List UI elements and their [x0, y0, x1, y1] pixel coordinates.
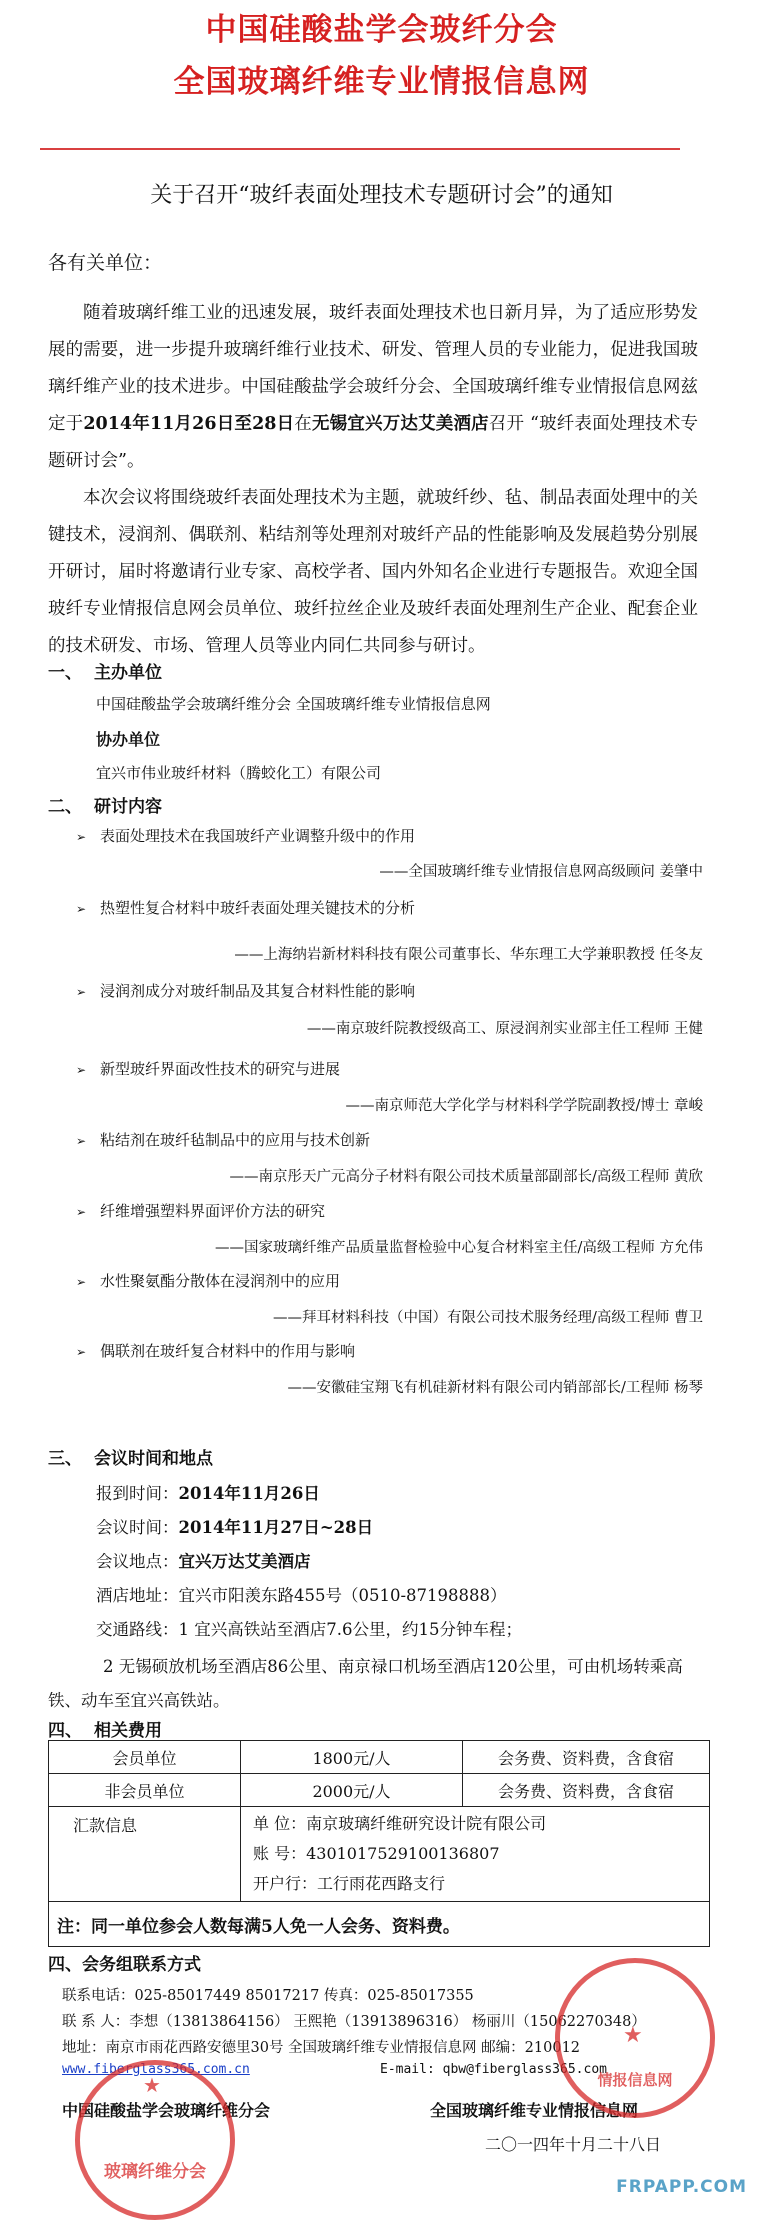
remit-account: 账 号：4301017529100136807 — [253, 1844, 500, 1863]
fees-table — [48, 1740, 710, 1947]
seal-left-stamp — [75, 2060, 235, 2220]
seal-star-icon: ★ — [623, 2023, 643, 2048]
frpapp-watermark: FRPAPP.COM — [616, 2177, 747, 2197]
fee-note: 会务费、资料费，含食宿 — [463, 1774, 710, 1807]
bullet-arrow-icon: ➢ — [76, 830, 87, 844]
topic-item: ➢ 新型玻纤界面改性技术的研究与进展 — [76, 1060, 341, 1078]
table-row — [49, 1774, 710, 1807]
bullet-arrow-icon: ➢ — [76, 985, 87, 999]
meeting-venue: 会议地点：宜兴万达艾美酒店 — [96, 1552, 311, 1571]
co-organizer: 宜兴市伟业玻纤材料（腾蛟化工）有限公司 — [96, 764, 382, 782]
bullet-arrow-icon: ➢ — [76, 1134, 87, 1148]
seal-right-stamp — [555, 1958, 715, 2118]
topic-item: ➢ 纤维增强塑料界面评价方法的研究 — [76, 1202, 326, 1220]
header-divider — [40, 148, 680, 150]
bullet-arrow-icon: ➢ — [76, 1345, 87, 1359]
remit-label: 汇款信息 — [49, 1807, 241, 1902]
bullet-arrow-icon: ➢ — [76, 902, 87, 916]
topic-speaker: ——全国玻璃纤维专业情报信息网高级顾问 姜肇中 — [379, 864, 703, 880]
website-link[interactable]: www.fiberglass365.com.cn — [62, 2062, 250, 2077]
route-2: 2 无锡硕放机场至酒店86公里、南京禄口机场至酒店120公里，可由机场转乘高铁、动车至宜兴高铁站。 — [48, 1657, 683, 1710]
table-row — [49, 1902, 710, 1947]
bullet-arrow-icon: ➢ — [76, 1275, 87, 1289]
contact-address: 地址：南京市雨花西路安德里30号 全国玻璃纤维专业情报信息网 邮编：210012 — [62, 2040, 581, 2056]
topic-speaker: ——国家玻璃纤维产品质量监督检验中心复合材料室主任/高级工程师 方允伟 — [215, 1240, 703, 1256]
contact-phone: 联系电话：025-85017449 85017217 传真：025-85017355 — [62, 1988, 474, 2004]
intro-paragraph-1: 随着玻璃纤维工业的迅速发展，玻纤表面处理技术也日新月异，为了适应形势发展的需要，进一步提升玻璃纤维行业技术、研发、管理人员的专业能力，促进我国玻璃纤维产业的技术进步。中国硅酸盐学会玻纤分会、全国玻璃纤维专业情报信息网兹定于2014年11月26日至28日在无锡宜兴万达艾美酒店召开 “玻纤表面处理技术专题研讨会”。 — [48, 303, 699, 471]
remit-info — [241, 1807, 710, 1902]
contact-people: 联 系 人：李想（13813864156） 王熙艳（13913896316） 杨丽川（15062270348） — [62, 2014, 646, 2030]
remit-unit: 单 位：南京玻璃纤维研究设计院有限公司 — [253, 1814, 547, 1833]
checkin-time: 报到时间：2014年11月26日 — [96, 1484, 320, 1503]
salutation: 各有关单位： — [48, 252, 163, 274]
topic-item: ➢ 热塑性复合材料中玻纤表面处理关键技术的分析 — [76, 899, 416, 917]
topic-item: ➢ 水性聚氨酯分散体在浸润剂中的应用 — [76, 1272, 341, 1290]
org-title-line2: 全国玻璃纤维专业情报信息网 — [173, 64, 590, 100]
fee-amount: 1800元/人 — [241, 1741, 463, 1774]
topic-item: ➢ 浸润剂成分对玻纤制品及其复合材料性能的影响 — [76, 982, 416, 1000]
topic-speaker: ——安徽硅宝翔飞有机硅新材料有限公司内销部部长/工程师 杨琴 — [287, 1380, 703, 1396]
section-topics-heading: 二、 研讨内容 — [48, 797, 162, 817]
notice-title: 关于召开“玻纤表面处理技术专题研讨会”的通知 — [150, 183, 613, 208]
seal-right-text: 情报信息网 — [597, 2071, 673, 2089]
fee-note: 会务费、资料费，含食宿 — [463, 1741, 710, 1774]
signature-left: 中国硅酸盐学会玻璃纤维分会 — [62, 2101, 271, 2120]
signature-date: 二〇一四年十月二十八日 — [485, 2135, 662, 2154]
topic-speaker: ——南京彤天广元高分子材料有限公司技术质量部副部长/高级工程师 黄欣 — [229, 1169, 703, 1185]
topic-item: ➢ 粘结剂在玻纤毡制品中的应用与技术创新 — [76, 1131, 371, 1149]
table-row — [49, 1807, 710, 1902]
meeting-time: 会议时间：2014年11月27日~28日 — [96, 1518, 374, 1537]
fee-note-waiver: 注：同一单位参会人数每满5人免一人会务、资料费。 — [49, 1902, 710, 1947]
intro-paragraph-2: 本次会议将围绕玻纤表面处理技术为主题，就玻纤纱、毡、制品表面处理中的关键技术，浸润剂、偶联剂、粘结剂等处理剂对玻纤产品的性能影响及发展趋势分别展开研讨，届时将邀请行业专家、高校学者、国内外知名企业进行专题报告。欢迎全国玻纤专业情报信息网会员单位、玻纤拉丝企业及玻纤表面处理剂生产企业、配套企业的技术研发、市场、管理人员等业内同仁共同参与研讨。 — [48, 488, 698, 656]
topic-speaker: ——拜耳材料科技（中国）有限公司技术服务经理/高级工程师 曹卫 — [273, 1310, 703, 1326]
topic-speaker: ——南京玻纤院教授级高工、原浸润剂实业部主任工程师 王健 — [306, 1021, 703, 1037]
remit-bank: 开户行：工行雨花西路支行 — [253, 1874, 446, 1893]
host-organizations: 中国硅酸盐学会玻璃纤维分会 全国玻璃纤维专业情报信息网 — [96, 695, 491, 713]
fee-amount: 2000元/人 — [241, 1774, 463, 1807]
co-organizer-heading: 协办单位 — [96, 730, 161, 749]
section-contact-heading: 四、会务组联系方式 — [48, 1955, 201, 1975]
seal-star-icon: ★ — [143, 2073, 161, 2097]
hotel-address: 酒店地址：宜兴市阳羡东路455号（0510-87198888） — [96, 1586, 507, 1605]
section-fees-heading: 四、 相关费用 — [48, 1721, 162, 1741]
topic-speaker: ——上海纳岩新材料科技有限公司董事长、华东理工大学兼职教授 任冬友 — [234, 947, 703, 963]
section-hosts-heading: 一、 主办单位 — [48, 663, 162, 683]
bullet-arrow-icon: ➢ — [76, 1063, 87, 1077]
fee-type: 会员单位 — [49, 1741, 241, 1774]
seal-left-text: 玻璃纤维分会 — [104, 2162, 206, 2182]
route-1: 交通路线：1 宜兴高铁站至酒店7.6公里，约15分钟车程； — [96, 1620, 522, 1639]
org-title-line1: 中国硅酸盐学会玻纤分会 — [205, 12, 558, 48]
bullet-arrow-icon: ➢ — [76, 1205, 87, 1219]
signature-right: 全国玻璃纤维专业情报信息网 — [430, 2101, 639, 2120]
section-time-place-heading: 三、 会议时间和地点 — [48, 1449, 213, 1469]
table-row — [49, 1741, 710, 1774]
topic-speaker: ——南京师范大学化学与材料科学学院副教授/博士 章峻 — [345, 1098, 703, 1114]
fee-type: 非会员单位 — [49, 1774, 241, 1807]
contact-email: E-mail: qbw@fiberglass365.com — [380, 2062, 607, 2077]
topic-item: ➢ 表面处理技术在我国玻纤产业调整升级中的作用 — [76, 827, 416, 845]
topic-item: ➢ 偶联剂在玻纤复合材料中的作用与影响 — [76, 1342, 356, 1360]
